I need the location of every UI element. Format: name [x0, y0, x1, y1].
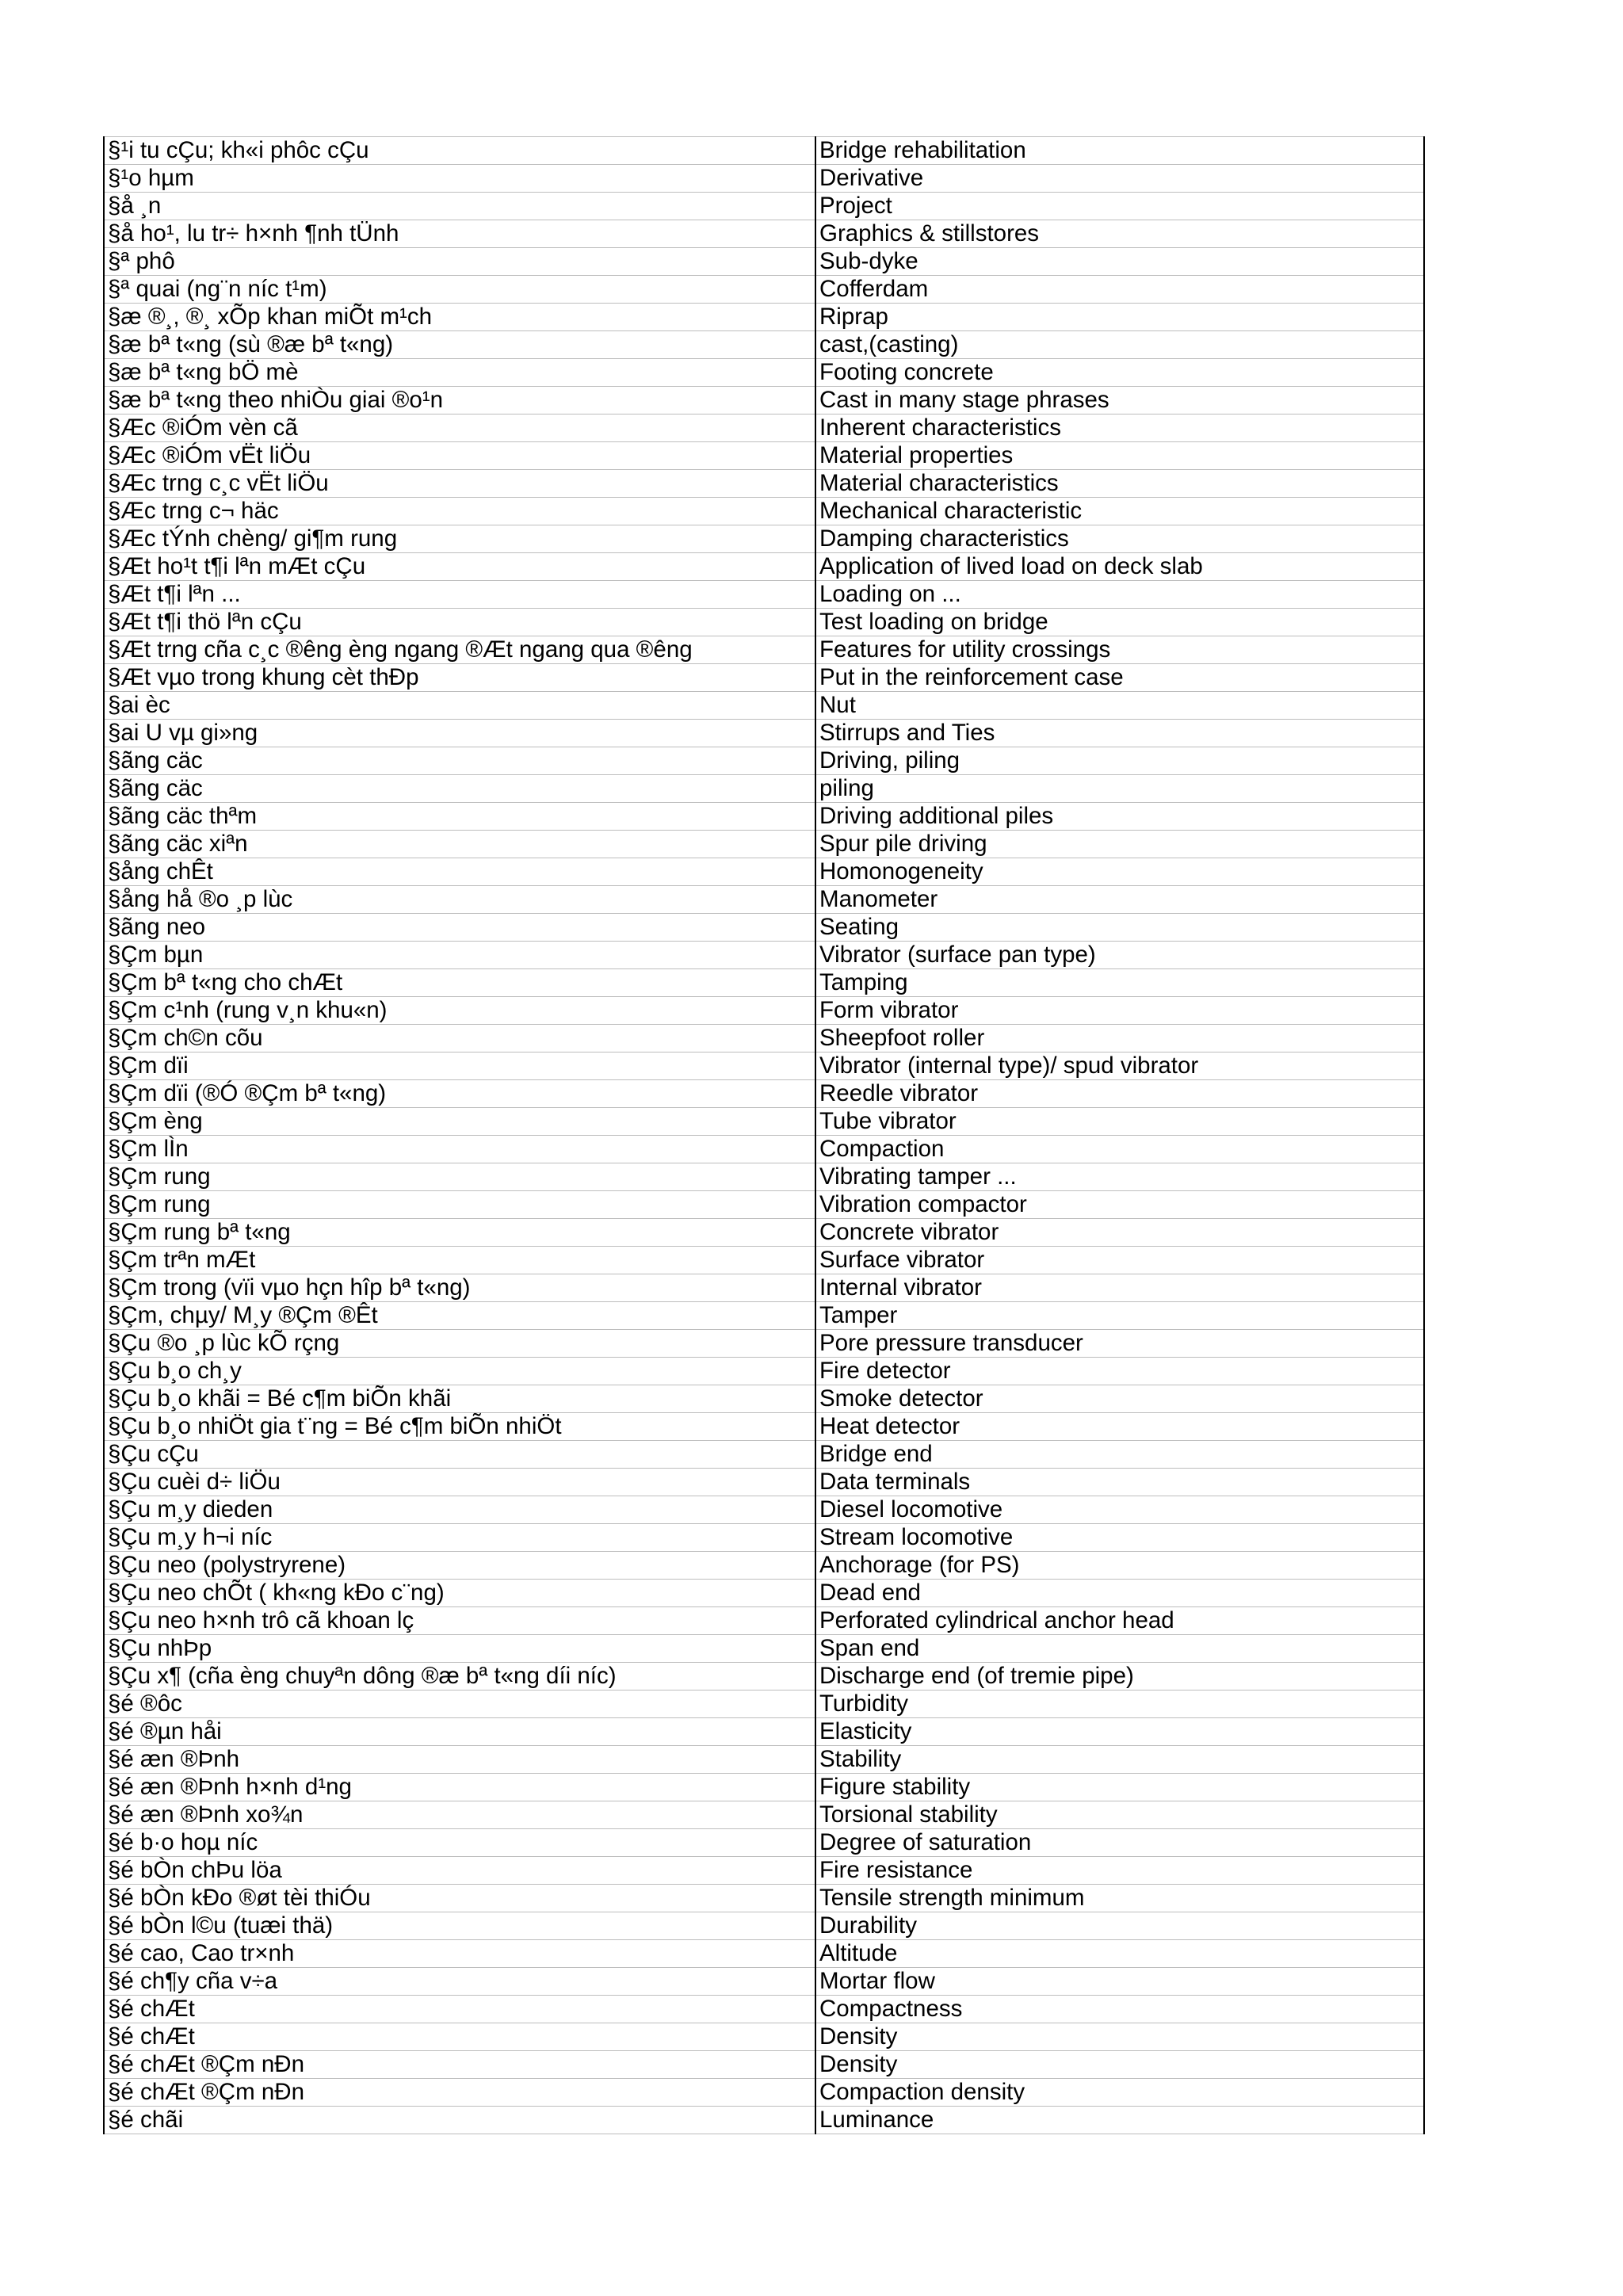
table-row	[104, 1025, 1424, 1052]
english-term-cell: Put in the reinforcement case	[815, 664, 1424, 692]
english-term-cell: Compactness	[815, 1996, 1424, 2023]
english-term-cell: Density	[815, 2023, 1424, 2051]
english-term-cell: Driving additional piles	[815, 803, 1424, 831]
table-row	[104, 137, 1424, 165]
english-term-cell: Driving, piling	[815, 747, 1424, 775]
vietnamese-term-cell: §æ bª t«ng (sù ®æ bª t«ng)	[104, 331, 815, 359]
english-term-cell: Tube vibrator	[815, 1108, 1424, 1136]
vietnamese-term-cell: §é chãi	[104, 2107, 815, 2134]
table-row	[104, 1358, 1424, 1385]
table-row	[104, 1968, 1424, 1996]
table-row	[104, 165, 1424, 193]
table-row	[104, 193, 1424, 220]
english-term-cell: Vibration compactor	[815, 1191, 1424, 1219]
vietnamese-term-cell: §Çu b¸o khãi = Bé c¶m biÕn khãi	[104, 1385, 815, 1413]
english-term-cell: Tensile strength minimum	[815, 1885, 1424, 1912]
table-row	[104, 858, 1424, 886]
english-term-cell: Reedle vibrator	[815, 1080, 1424, 1108]
vietnamese-term-cell: §é cao, Cao tr×nh	[104, 1940, 815, 1968]
english-term-cell: Form vibrator	[815, 997, 1424, 1025]
table-row	[104, 1996, 1424, 2023]
vietnamese-term-cell: §å ¸n	[104, 193, 815, 220]
vietnamese-term-cell: §Çu m¸y dieden	[104, 1496, 815, 1524]
vietnamese-term-cell: §Çm rung bª t«ng	[104, 1219, 815, 1247]
vietnamese-term-cell: §é bÒn chÞu löa	[104, 1857, 815, 1885]
vietnamese-term-cell: §ãng neo	[104, 914, 815, 942]
table-row	[104, 1274, 1424, 1302]
english-term-cell: Compaction density	[815, 2079, 1424, 2107]
vietnamese-term-cell: §Çm ch©n cõu	[104, 1025, 815, 1052]
table-row	[104, 914, 1424, 942]
vietnamese-term-cell: §Çu m¸y h¬i níc	[104, 1524, 815, 1552]
table-row	[104, 1746, 1424, 1774]
table-row	[104, 387, 1424, 415]
vietnamese-term-cell: §Æc ®iÓm vËt liÖu	[104, 442, 815, 470]
vietnamese-term-cell: §ãng cäc thªm	[104, 803, 815, 831]
english-term-cell: Discharge end (of tremie pipe)	[815, 1663, 1424, 1690]
table-row	[104, 1774, 1424, 1801]
vietnamese-term-cell: §é æn ®Þnh xo¾n	[104, 1801, 815, 1829]
vietnamese-term-cell: §Æt trng cña c¸c ®êng èng ngang ®Æt ngang qua ®êng	[104, 636, 815, 664]
english-term-cell: Riprap	[815, 304, 1424, 331]
table-row	[104, 1441, 1424, 1469]
vietnamese-term-cell: §å ho¹, lu tr÷ h×nh ¶nh tÜnh	[104, 220, 815, 248]
english-term-cell: Test loading on bridge	[815, 609, 1424, 636]
english-term-cell: Features for utility crossings	[815, 636, 1424, 664]
table-row	[104, 692, 1424, 720]
vietnamese-term-cell: §ãng cäc xiªn	[104, 831, 815, 858]
english-term-cell: Material properties	[815, 442, 1424, 470]
vietnamese-term-cell: §Çm èng	[104, 1108, 815, 1136]
english-term-cell: Fire resistance	[815, 1857, 1424, 1885]
table-row	[104, 747, 1424, 775]
english-term-cell: Cofferdam	[815, 276, 1424, 304]
table-row	[104, 2023, 1424, 2051]
english-term-cell: Material characteristics	[815, 470, 1424, 498]
vietnamese-term-cell: §é chÆt	[104, 2023, 815, 2051]
vietnamese-term-cell: §é bÒn l©u (tuæi thä)	[104, 1912, 815, 1940]
english-term-cell: Mortar flow	[815, 1968, 1424, 1996]
english-term-cell: Data terminals	[815, 1469, 1424, 1496]
vietnamese-term-cell: §Çu neo (polystryrene)	[104, 1552, 815, 1580]
table-row	[104, 969, 1424, 997]
table-row	[104, 248, 1424, 276]
table-row	[104, 1718, 1424, 1746]
glossary-body	[104, 137, 1424, 2134]
table-row	[104, 1247, 1424, 1274]
table-row	[104, 1580, 1424, 1607]
vietnamese-term-cell: §æ bª t«ng theo nhiÒu giai ®o¹n	[104, 387, 815, 415]
english-term-cell: Density	[815, 2051, 1424, 2079]
english-term-cell: Tamping	[815, 969, 1424, 997]
vietnamese-term-cell: §Æc trng c¸c vËt liÖu	[104, 470, 815, 498]
english-term-cell: Footing concrete	[815, 359, 1424, 387]
table-row	[104, 664, 1424, 692]
english-term-cell: Turbidity	[815, 1690, 1424, 1718]
vietnamese-term-cell: §Æc tÝnh chèng/ gi¶m rung	[104, 525, 815, 553]
vietnamese-term-cell: §Çu ®o ¸p lùc kÕ rçng	[104, 1330, 815, 1358]
english-term-cell: Span end	[815, 1635, 1424, 1663]
vietnamese-term-cell: §Çm rung	[104, 1163, 815, 1191]
table-row	[104, 886, 1424, 914]
vietnamese-term-cell: §¹i tu cÇu; kh«i phôc cÇu	[104, 137, 815, 165]
vietnamese-term-cell: §Æt ho¹t t¶i lªn mÆt cÇu	[104, 553, 815, 581]
table-row	[104, 1469, 1424, 1496]
vietnamese-term-cell: §æ bª t«ng bÖ mè	[104, 359, 815, 387]
table-row	[104, 1413, 1424, 1441]
table-row	[104, 220, 1424, 248]
english-term-cell: Surface vibrator	[815, 1247, 1424, 1274]
vietnamese-term-cell: §ai U vµ gi»ng	[104, 720, 815, 747]
vietnamese-term-cell: §Çu b¸o nhiÖt gia t¨ng = Bé c¶m biÕn nhiÖt	[104, 1413, 815, 1441]
english-term-cell: Vibrator (surface pan type)	[815, 942, 1424, 969]
table-row	[104, 1801, 1424, 1829]
vietnamese-term-cell: §Çm, chµy/ M¸y ®Çm ®Êt	[104, 1302, 815, 1330]
vietnamese-term-cell: §Çm lÌn	[104, 1136, 815, 1163]
table-row	[104, 1607, 1424, 1635]
english-term-cell: Spur pile driving	[815, 831, 1424, 858]
table-row	[104, 1219, 1424, 1247]
vietnamese-term-cell: §é chÆt ®Çm nÐn	[104, 2079, 815, 2107]
vietnamese-term-cell: §Çm bµn	[104, 942, 815, 969]
vietnamese-term-cell: §ãng cäc	[104, 775, 815, 803]
vietnamese-term-cell: §Çu b¸o ch¸y	[104, 1358, 815, 1385]
table-row	[104, 1052, 1424, 1080]
english-term-cell: cast,(casting)	[815, 331, 1424, 359]
vietnamese-term-cell: §Æc ®iÓm vèn cã	[104, 415, 815, 442]
english-term-cell: Bridge rehabilitation	[815, 137, 1424, 165]
table-row	[104, 942, 1424, 969]
vietnamese-term-cell: §é ch¶y cña v÷a	[104, 1968, 815, 1996]
vietnamese-term-cell: §Æt t¶i thö lªn cÇu	[104, 609, 815, 636]
english-term-cell: Fire detector	[815, 1358, 1424, 1385]
table-row	[104, 609, 1424, 636]
vietnamese-term-cell: §ång chÊt	[104, 858, 815, 886]
english-term-cell: Figure stability	[815, 1774, 1424, 1801]
english-term-cell: Dead end	[815, 1580, 1424, 1607]
english-term-cell: Degree of saturation	[815, 1829, 1424, 1857]
table-row	[104, 2079, 1424, 2107]
vietnamese-term-cell: §ª quai (ng¨n níc t¹m)	[104, 276, 815, 304]
vietnamese-term-cell: §Æt vµo trong khung cèt thÐp	[104, 664, 815, 692]
table-row	[104, 803, 1424, 831]
vietnamese-term-cell: §Çu x¶ (cña èng chuyªn dông ®æ bª t«ng díi níc)	[104, 1663, 815, 1690]
table-row	[104, 1663, 1424, 1690]
vietnamese-term-cell: §æ ®¸, ®¸ xÕp khan miÕt m¹ch	[104, 304, 815, 331]
table-row	[104, 997, 1424, 1025]
table-row	[104, 1302, 1424, 1330]
english-term-cell: Elasticity	[815, 1718, 1424, 1746]
english-term-cell: Vibrator (internal type)/ spud vibrator	[815, 1052, 1424, 1080]
table-row	[104, 498, 1424, 525]
english-term-cell: Sub-dyke	[815, 248, 1424, 276]
table-row	[104, 1552, 1424, 1580]
table-row	[104, 470, 1424, 498]
table-row	[104, 1385, 1424, 1413]
vietnamese-term-cell: §ai èc	[104, 692, 815, 720]
vietnamese-term-cell: §é æn ®Þnh	[104, 1746, 815, 1774]
table-row	[104, 525, 1424, 553]
english-term-cell: Mechanical characteristic	[815, 498, 1424, 525]
table-row	[104, 553, 1424, 581]
english-term-cell: Sheepfoot roller	[815, 1025, 1424, 1052]
table-row	[104, 1857, 1424, 1885]
english-term-cell: Concrete vibrator	[815, 1219, 1424, 1247]
vietnamese-term-cell: §Çu cuèi d÷ liÖu	[104, 1469, 815, 1496]
english-term-cell: Diesel locomotive	[815, 1496, 1424, 1524]
table-row	[104, 1635, 1424, 1663]
vietnamese-term-cell: §Çu cÇu	[104, 1441, 815, 1469]
english-term-cell: Durability	[815, 1912, 1424, 1940]
vietnamese-term-cell: §¹o hµm	[104, 165, 815, 193]
vietnamese-term-cell: §é chÆt	[104, 1996, 815, 2023]
english-term-cell: Nut	[815, 692, 1424, 720]
vietnamese-term-cell: §Çm dïi (®Ó ®Çm bª t«ng)	[104, 1080, 815, 1108]
table-row	[104, 1163, 1424, 1191]
table-row	[104, 1524, 1424, 1552]
vietnamese-term-cell: §Çm dïi	[104, 1052, 815, 1080]
table-row	[104, 1940, 1424, 1968]
english-term-cell: Heat detector	[815, 1413, 1424, 1441]
english-term-cell: Stream locomotive	[815, 1524, 1424, 1552]
table-row	[104, 1108, 1424, 1136]
vietnamese-term-cell: §Çm trong (vïi vµo hçn hîp bª t«ng)	[104, 1274, 815, 1302]
vietnamese-term-cell: §é b·o hoµ níc	[104, 1829, 815, 1857]
table-row	[104, 636, 1424, 664]
table-row	[104, 442, 1424, 470]
vietnamese-term-cell: §é æn ®Þnh h×nh d¹ng	[104, 1774, 815, 1801]
table-row	[104, 276, 1424, 304]
table-row	[104, 415, 1424, 442]
english-term-cell: Smoke detector	[815, 1385, 1424, 1413]
english-term-cell: Application of lived load on deck slab	[815, 553, 1424, 581]
vietnamese-term-cell: §Çm trªn mÆt	[104, 1247, 815, 1274]
vietnamese-term-cell: §Çu neo h×nh trô cã khoan lç	[104, 1607, 815, 1635]
vietnamese-term-cell: §é ®µn håi	[104, 1718, 815, 1746]
english-term-cell: Perforated cylindrical anchor head	[815, 1607, 1424, 1635]
english-term-cell: Compaction	[815, 1136, 1424, 1163]
english-term-cell: Pore pressure transducer	[815, 1330, 1424, 1358]
english-term-cell: Bridge end	[815, 1441, 1424, 1469]
table-row	[104, 1912, 1424, 1940]
vietnamese-term-cell: §Çu neo chÕt ( kh«ng kÐo c¨ng)	[104, 1580, 815, 1607]
table-row	[104, 1080, 1424, 1108]
english-term-cell: Torsional stability	[815, 1801, 1424, 1829]
vietnamese-term-cell: §Æt t¶i lªn ...	[104, 581, 815, 609]
table-row	[104, 775, 1424, 803]
table-row	[104, 1191, 1424, 1219]
vietnamese-term-cell: §Çm rung	[104, 1191, 815, 1219]
english-term-cell: Stirrups and Ties	[815, 720, 1424, 747]
english-term-cell: Manometer	[815, 886, 1424, 914]
vietnamese-term-cell: §é ®ôc	[104, 1690, 815, 1718]
vietnamese-term-cell: §ång hå ®o ¸p lùc	[104, 886, 815, 914]
vietnamese-term-cell: §ª phô	[104, 248, 815, 276]
english-term-cell: Project	[815, 193, 1424, 220]
english-term-cell: Anchorage (for PS)	[815, 1552, 1424, 1580]
table-row	[104, 1690, 1424, 1718]
table-row	[104, 1496, 1424, 1524]
english-term-cell: Homonogeneity	[815, 858, 1424, 886]
english-term-cell: Seating	[815, 914, 1424, 942]
vietnamese-term-cell: §Çm bª t«ng cho chÆt	[104, 969, 815, 997]
english-term-cell: piling	[815, 775, 1424, 803]
english-term-cell: Luminance	[815, 2107, 1424, 2134]
table-row	[104, 831, 1424, 858]
english-term-cell: Derivative	[815, 165, 1424, 193]
english-term-cell: Loading on ...	[815, 581, 1424, 609]
english-term-cell: Graphics & stillstores	[815, 220, 1424, 248]
vietnamese-term-cell: §ãng cäc	[104, 747, 815, 775]
english-term-cell: Damping characteristics	[815, 525, 1424, 553]
vietnamese-term-cell: §Çm c¹nh (rung v¸n khu«n)	[104, 997, 815, 1025]
table-row	[104, 2107, 1424, 2134]
table-row	[104, 1136, 1424, 1163]
vietnamese-term-cell: §Æc trng c¬ häc	[104, 498, 815, 525]
english-term-cell: Cast in many stage phrases	[815, 387, 1424, 415]
english-term-cell: Altitude	[815, 1940, 1424, 1968]
table-row	[104, 359, 1424, 387]
glossary-table	[103, 136, 1425, 2134]
table-row	[104, 1885, 1424, 1912]
table-row	[104, 304, 1424, 331]
table-row	[104, 2051, 1424, 2079]
vietnamese-term-cell: §é chÆt ®Çm nÐn	[104, 2051, 815, 2079]
table-row	[104, 1330, 1424, 1358]
table-row	[104, 1829, 1424, 1857]
table-row	[104, 331, 1424, 359]
table-row	[104, 581, 1424, 609]
english-term-cell: Tamper	[815, 1302, 1424, 1330]
vietnamese-term-cell: §é bÒn kÐo ®øt tèi thiÓu	[104, 1885, 815, 1912]
table-row	[104, 720, 1424, 747]
english-term-cell: Vibrating tamper ...	[815, 1163, 1424, 1191]
english-term-cell: Internal vibrator	[815, 1274, 1424, 1302]
vietnamese-term-cell: §Çu nhÞp	[104, 1635, 815, 1663]
english-term-cell: Inherent characteristics	[815, 415, 1424, 442]
english-term-cell: Stability	[815, 1746, 1424, 1774]
